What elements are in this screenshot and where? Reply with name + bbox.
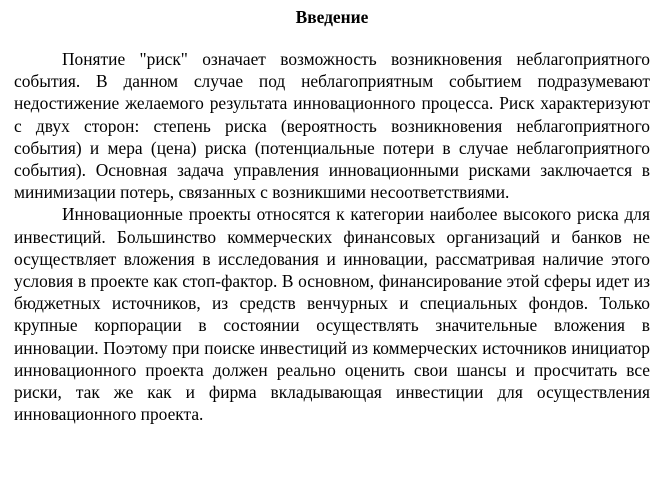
document-page	[14, 6, 650, 425]
document-title: Введение	[295, 7, 369, 27]
paragraph-risk-definition: Понятие "риск" означает возможность возникновения неблагоприятного события. В данном случае под неблагоприятным событием подразумевают недостижение желаемого результата инновационного процесса. Риск характеризуют с двух сторон: степень риска (вероятность возникновения неблагоприятного события) и мера (цена) риска (потенциальные потери в случае неблагоприятного события). Основная задача управления инновационными рисками заключается в минимизации потерь, связанных с возникшими несоответствиями.	[14, 49, 650, 203]
paragraph-innovation-projects: Инновационные проекты относятся к категории наиболее высокого риска для инвестиций. Большинство коммерческих финансовых организаций и банков не осуществляет вложения в исследования и инновации, рассматривая наличие этого условия в проекте как стоп-фактор. В основном, финансирование этой сферы идет из бюджетных источников, из средств венчурных и специальных фондов. Только крупные корпорации в состоянии осуществлять значительные вложения в инновации. Поэтому при поиске инвестиций из коммерческих источников инициатор инновационного проекта должен реально оценить свои шансы и просчитать все риски, так же как и фирма вкладывающая инвестиции для осуществления инновационного проекта.	[14, 204, 650, 425]
